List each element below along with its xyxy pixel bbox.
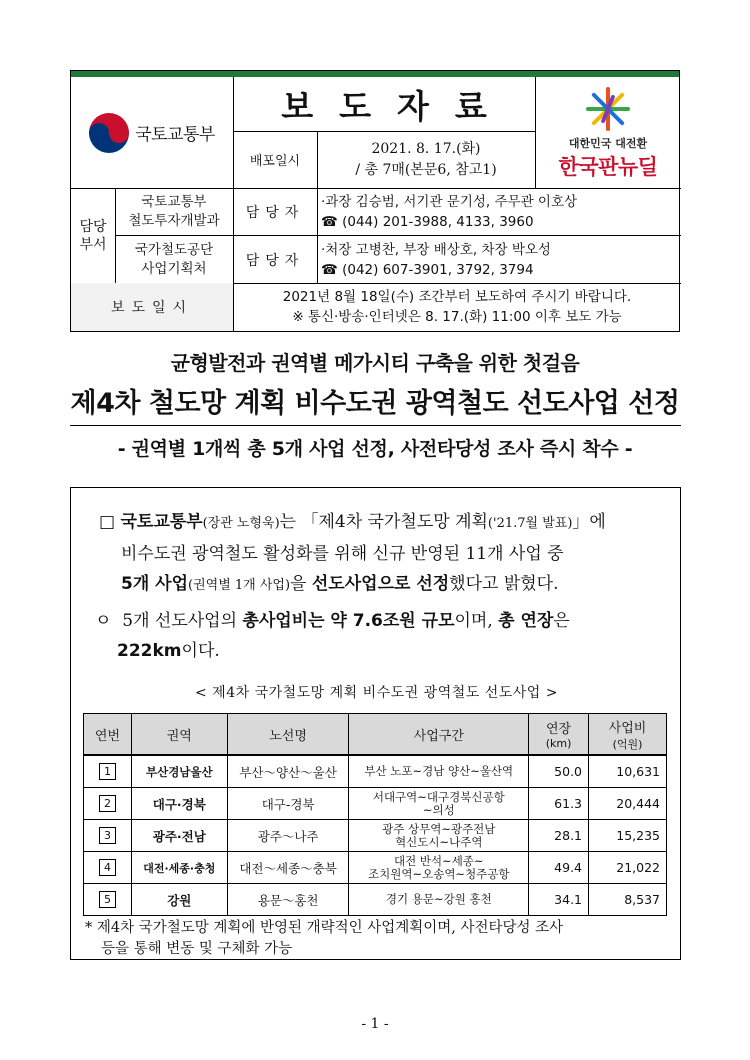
ministry-name: 국토교통부 [135, 125, 215, 145]
contact-org-1: 국토교통부 철도투자개발과 [128, 193, 220, 229]
main-title: 제4차 철도망 계획 비수도권 광역철도 선도사업 선정 [70, 388, 680, 419]
contact-label-2: 담당자 [245, 252, 305, 269]
footnote: * 제4차 국가철도망 계획에 반영된 개략적인 사업계획이며, 사전타당성 조사 등을 통해 변동 및 구체화 가능 [85, 920, 564, 957]
header-region: 권역 [131, 714, 227, 756]
square-bullet-icon: □ [99, 512, 116, 532]
subtitle: - 권역별 1개씩 총 5개 사업 선정, 사전타당성 조사 즉시 착수 - [117, 438, 633, 460]
title-divider [70, 425, 681, 426]
new-deal-star-icon [582, 85, 634, 133]
slogan-big: 한국판뉴딜 [558, 154, 658, 179]
distribution-label: 배포일시 [249, 154, 301, 169]
table-header-row [84, 714, 667, 756]
release-label: 보도일시 [71, 283, 233, 331]
taegeuk-emblem-icon [89, 113, 129, 153]
press-release-header [70, 70, 680, 332]
table-row: 3 광주·전남 광주～나주 광주 상무역~광주전남 혁신도시~나주역 28.1 15,235 [84, 820, 667, 852]
header-route: 노선명 [227, 714, 349, 756]
ministry-logo [71, 77, 233, 188]
contact-names-2: ·처장 고병찬, 부장 배상호, 차장 박오성 [321, 241, 551, 258]
release-line-1: 2021년 8월 18일(수) 조간부터 보도하여 주시기 바랍니다. [282, 289, 632, 305]
circle-bullet-icon: ㅇ [95, 611, 112, 631]
distribution-info [317, 131, 535, 188]
contact-phone-1: ☎ (044) 201-3988, 4133, 3960 [321, 213, 534, 230]
doc-type-title: 보도자료 [281, 86, 513, 126]
table-row: 1 부산경남울산 부산～양산～울산 부산 노포~경남 양산~울산역 50.0 10,631 [84, 755, 667, 788]
contact-info-2 [317, 236, 681, 283]
header-no: 연번 [84, 714, 132, 756]
release-line-2: ※ 통신·방송·인터넷은 8. 17.(화) 11:00 이후 보도 가능 [292, 309, 622, 325]
distribution-pages: / 총 7매(본문6, 참고1) [355, 161, 497, 178]
release-info [233, 283, 681, 331]
new-deal-logo [535, 77, 681, 188]
distribution-date: 2021. 8. 17.(화) [371, 140, 481, 157]
contact-names-1: ·과장 김승범, 서기관 문기성, 주무관 이호상 [321, 193, 578, 210]
project-table [83, 713, 667, 916]
slogan-small: 대한민국 대전환 [568, 136, 648, 150]
page-number: - 1 - [361, 1016, 389, 1032]
body-box [70, 487, 681, 960]
header-length: 연장 (km) [529, 714, 589, 756]
paragraph-2: ㅇ 5개 선도사업의 총사업비는 약 7.6조원 규모이며, 총 연장은 222km이다. [95, 611, 570, 661]
supertitle: 균형발전과 권역별 메가시티 구축을 위한 첫걸음 [170, 351, 580, 375]
table-row: 2 대구·경북 대구-경북 서대구역~대구경북신공항 ~의성 61.3 20,444 [84, 788, 667, 820]
table-row: 4 대전·세종·충청 대전～세종～충북 대전 반석~세종~ 조치원역~오송역~청주공항 49.4 21,022 [84, 852, 667, 884]
table-caption: < 제4차 국가철도망 계획 비수도권 광역철도 선도사업 > [194, 685, 559, 701]
table-row: 5 강원 용문～홍천 경기 용문~강원 홍천 34.1 8,537 [84, 884, 667, 916]
contact-info-1 [317, 188, 681, 235]
responsible-dept-label: 담당 부서 [79, 218, 107, 253]
contact-phone-2: ☎ (042) 607-3901, 3792, 3794 [321, 261, 534, 278]
contact-org-2: 국가철도공단 사업기획처 [134, 241, 214, 277]
paragraph-1: □ 국토교통부(장관 노형욱)는 「제4차 국가철도망 계획('21.7월 발표)」에 비수도권 광역철도 활성화를 위해 신규 반영된 11개 사업 중 5개 사업(권역별 1개 사업)을 선도사업으로 선정했다고 밝혔다. [99, 512, 606, 594]
contact-label-1: 담당자 [245, 204, 305, 221]
header-cost: 사업비 (억원) [589, 714, 667, 756]
header-section: 사업구간 [349, 714, 529, 756]
